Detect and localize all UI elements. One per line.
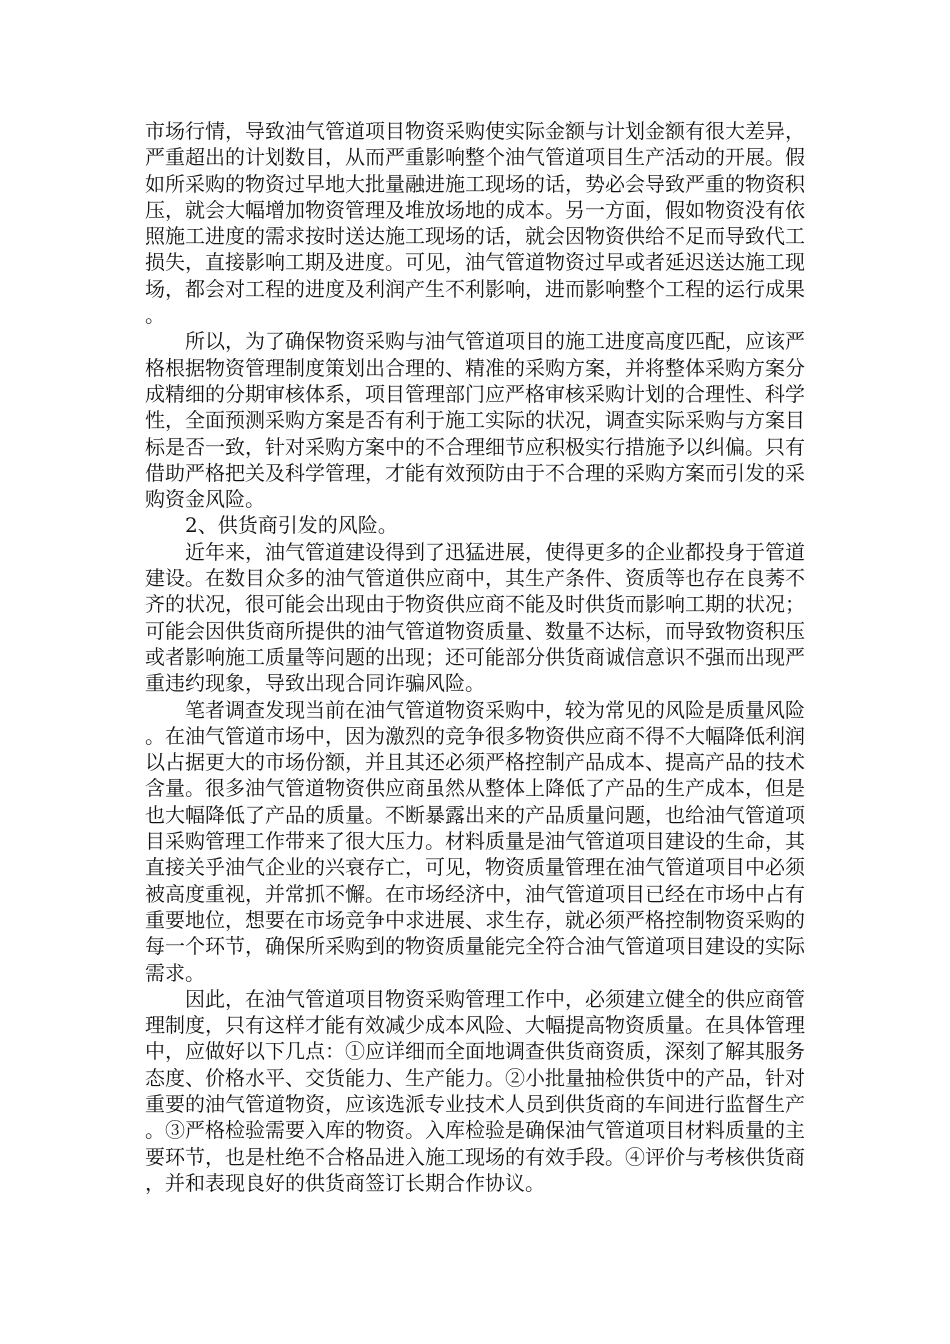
paragraph-quality-risk: 笔者调查发现当前在油气管道物资采购中，较为常见的风险是质量风险。在油气管道市场中，因为激烈的竞争很多物资供应商不得不大幅降低利润以占据更大的市场份额，并且其还必须严格控制产品成本、提高产品的技术含量。很多油气管道物资供应商虽然从整体上降低了产品的生产成本，但是也大幅降低了产品的质量。不断暴露出来的产品质量问题，也给油气管道项目采购管理工作带来了很大压力。材料质量是油气管道项目建设的生命，其直接关乎油气企业的兴衰存亡，可见，物资质量管理在油气管道项目中必须被高度重视，并常抓不懈。在市场经济中，油气管道项目已经在市场中占有重要地位，想要在市场竞争中求进展、求生存，就必须严格控制物资采购的每一个环节，确保所采购到的物资质量能完全符合油气管道项目建设的实际需求。 — [145, 697, 805, 985]
paragraph-supplier-landscape: 近年来，油气管道建设得到了迅猛进展，使得更多的企业都投身于管道建设。在数目众多的油气管道供应商中，其生产条件、资质等也存在良莠不齐的状况，很可能会出现由于物资供应商不能及时供货而影响工期的状况；可能会因供货商所提供的油气管道物资质量、数量不达标，而导致物资积压或者影响施工质量等问题的出现；还可能部分供货商诚信意识不强而出现严重违约现象，导致出现合同诈骗风险。 — [145, 539, 805, 696]
document-page — [145, 118, 805, 1196]
paragraph-supplier-management: 因此，在油气管道项目物资采购管理工作中，必须建立健全的供应商管理制度，只有这样才能有效减少成本风险、大幅提高物资质量。在具体管理中，应做好以下几点：①应详细而全面地调查供货商资质，深刻了解其服务态度、价格水平、交货能力、生产能力。②小批量抽检供货中的产品，针对重要的油气管道物资，应该选派专业技术人员到供货商的车间进行监督生产。③严格检验需要入库的物资。入库检验是确保油气管道项目材料质量的主要环节，也是杜绝不合格品进入施工现场的有效手段。④评价与考核供货商，并和表现良好的供货商签订长期合作协议。 — [145, 986, 805, 1195]
paragraph-market-conditions: 市场行情，导致油气管道项目物资采购使实际金额与计划金额有很大差异，严重超出的计划数目，从而严重影响整个油气管道项目生产活动的开展。假如所采购的物资过早地大批量融进施工现场的话，势必会导致严重的物资积压，就会大幅增加物资管理及堆放场地的成本。另一方面，假如物资没有依照施工进度的需求按时送达施工现场的话，就会因物资供给不足而导致代工损失，直接影响工期及进度。可见，油气管道物资过早或者延迟送达施工现场，都会对工程的进度及利润产生不利影响，进而影响整个工程的运行成果。 — [145, 119, 805, 328]
section-heading-supplier-risk: 2、供货商引发的风险。 — [185, 513, 398, 538]
paragraph-procurement-plan: 所以，为了确保物资采购与油气管道项目的施工进度高度匹配，应该严格根据物资管理制度策划出合理的、精准的采购方案，并将整体采购方案分成精细的分期审核体系，项目管理部门应严格审核采购计划的合理性、科学性，全面预测采购方案是否有利于施工实际的状况，调查实际采购与方案目标是否一致，针对采购方案中的不合理细节应积极实行措施予以纠偏。只有借助严格把关及科学管理，才能有效预防由于不合理的采购方案而引发的采购资金风险。 — [145, 329, 805, 512]
